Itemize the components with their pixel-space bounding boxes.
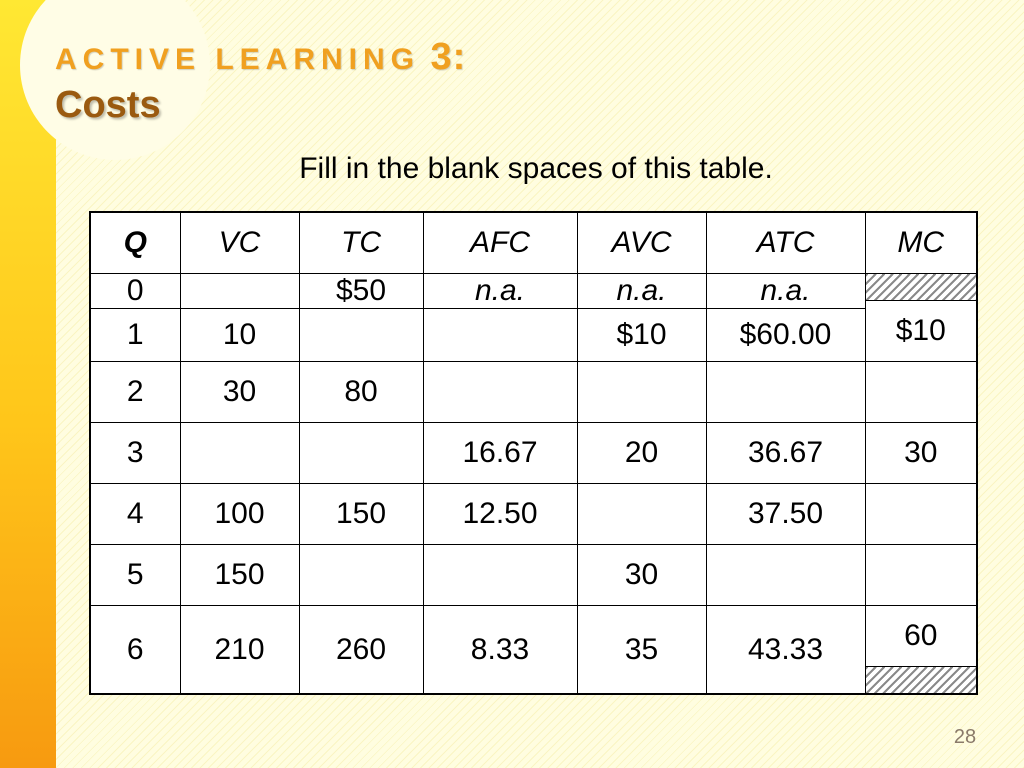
cell-mc: 60 [865, 606, 977, 667]
cell-afc: n.a. [423, 274, 577, 309]
slide-title-line1 [55, 36, 466, 79]
cell-q: 0 [90, 274, 180, 309]
cell-q: 6 [90, 606, 180, 695]
title-number: 3: [430, 36, 467, 78]
cell-q: 1 [90, 309, 180, 362]
cell-afc: 12.50 [423, 484, 577, 545]
cell-tc: 150 [299, 484, 423, 545]
cell-q: 5 [90, 545, 180, 606]
cell-atc: 43.33 [706, 606, 865, 695]
table-row [90, 606, 977, 667]
cell-atc: 37.50 [706, 484, 865, 545]
cell-avc: 35 [577, 606, 706, 695]
cell-avc: n.a. [577, 274, 706, 309]
cell-avc: 20 [577, 423, 706, 484]
cell-tc: $50 [299, 274, 423, 309]
cell-atc: 36.67 [706, 423, 865, 484]
cell-atc [706, 362, 865, 423]
mc-hatched-cell-bottom [865, 667, 977, 695]
header-vc: VC [180, 212, 299, 274]
cell-avc: 30 [577, 545, 706, 606]
cell-avc: $10 [577, 309, 706, 362]
cell-afc [423, 309, 577, 362]
cell-tc [299, 309, 423, 362]
cell-atc: $60.00 [706, 309, 865, 362]
table-row [90, 274, 977, 301]
cell-mc [865, 545, 977, 606]
header-q: Q [90, 212, 180, 274]
header-tc: TC [299, 212, 423, 274]
cell-mc: $10 [865, 301, 977, 362]
cell-q: 2 [90, 362, 180, 423]
cell-tc: 80 [299, 362, 423, 423]
table-row [90, 545, 977, 606]
cell-mc: 30 [865, 423, 977, 484]
header-mc: MC [865, 212, 977, 274]
cell-vc: 150 [180, 545, 299, 606]
cell-mc [865, 362, 977, 423]
cell-tc: 260 [299, 606, 423, 695]
header-afc: AFC [423, 212, 577, 274]
cell-vc [180, 423, 299, 484]
header-avc: AVC [577, 212, 706, 274]
cell-avc [577, 362, 706, 423]
cost-table [89, 211, 978, 695]
cell-vc: 30 [180, 362, 299, 423]
header-atc: ATC [706, 212, 865, 274]
cell-afc: 8.33 [423, 606, 577, 695]
cell-vc: 10 [180, 309, 299, 362]
table-row [90, 484, 977, 545]
cell-afc: 16.67 [423, 423, 577, 484]
cell-afc [423, 362, 577, 423]
cell-vc: 100 [180, 484, 299, 545]
table-header-row [90, 212, 977, 274]
cell-atc [706, 545, 865, 606]
cell-afc [423, 545, 577, 606]
table-row [90, 362, 977, 423]
page-number: 28 [953, 726, 977, 748]
cell-tc [299, 423, 423, 484]
table-row [90, 423, 977, 484]
cell-vc: 210 [180, 606, 299, 695]
cell-tc [299, 545, 423, 606]
instruction-text: Fill in the blank spaces of this table. [299, 152, 773, 185]
cell-vc [180, 274, 299, 309]
cell-avc [577, 484, 706, 545]
cell-atc: n.a. [706, 274, 865, 309]
table-row [90, 309, 977, 362]
mc-hatched-cell-top [865, 274, 977, 301]
title-words: ACTIVE LEARNING [55, 43, 421, 76]
cell-mc [865, 484, 977, 545]
slide-title-line2: Costs [55, 84, 161, 126]
cell-q: 3 [90, 423, 180, 484]
cell-q: 4 [90, 484, 180, 545]
